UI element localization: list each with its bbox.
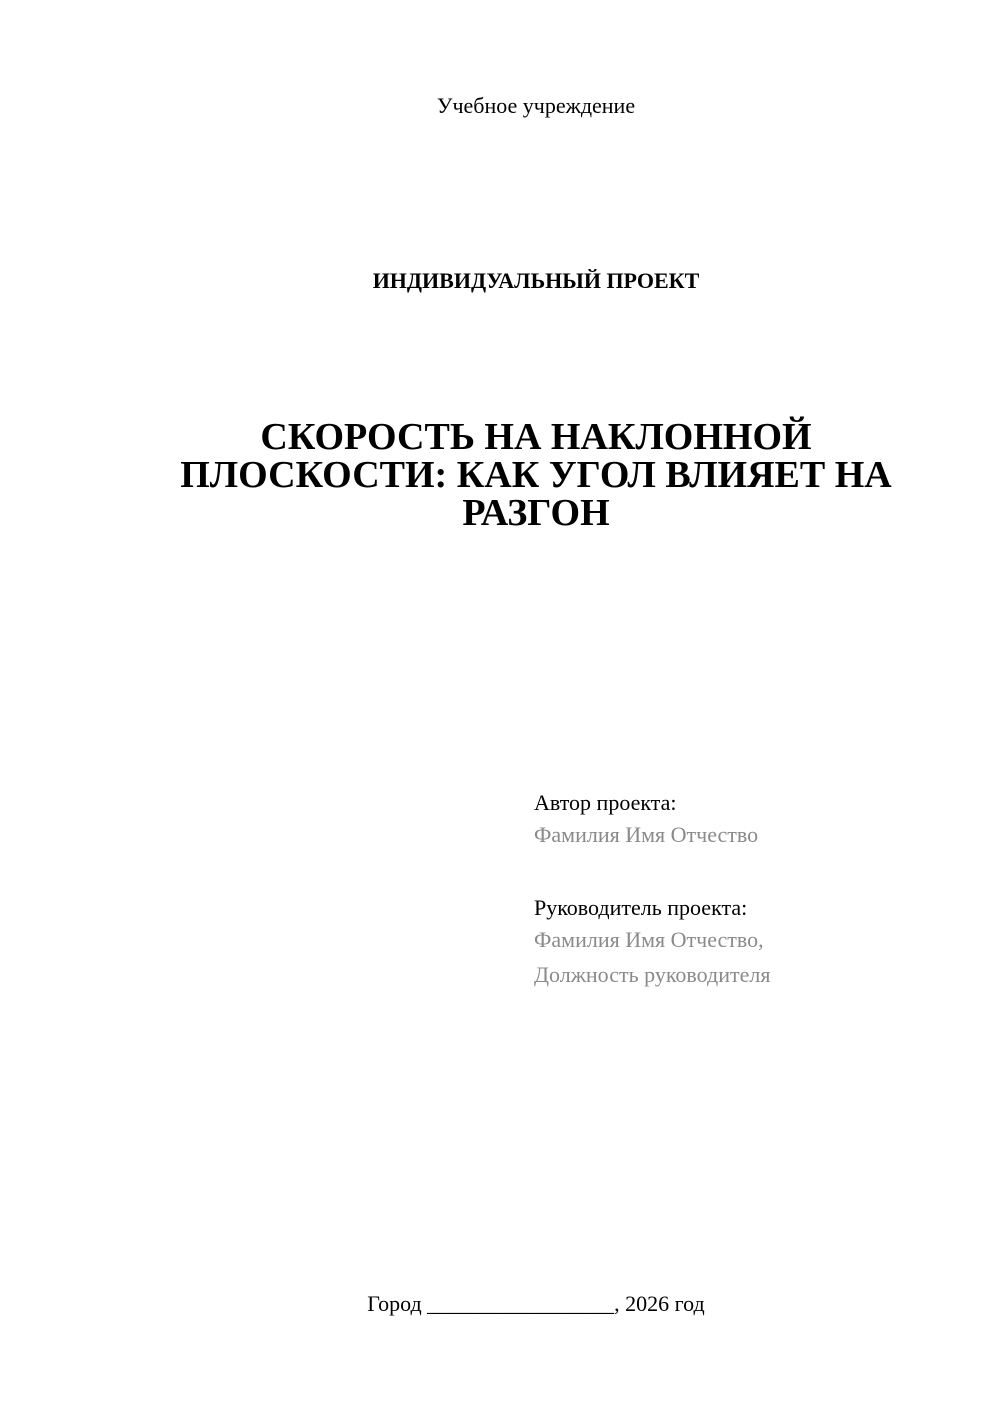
supervisor-block — [534, 894, 974, 992]
supervisor-position-placeholder: Должность руководителя — [534, 962, 771, 987]
author-block — [534, 789, 974, 852]
author-name-placeholder: Фамилия Имя Отчество — [534, 822, 759, 847]
supervisor-name-placeholder: Фамилия Имя Отчество, — [534, 927, 764, 952]
project-title: СКОРОСТЬ НА НАКЛОННОЙ ПЛОСКОСТИ: КАК УГОЛ ВЛИЯЕТ НА РАЗГОН — [180, 416, 892, 534]
project-type-heading: ИНДИВИДУАЛЬНЫЙ ПРОЕКТ — [372, 268, 700, 293]
author-label: Автор проекта: — [534, 790, 677, 815]
city-year-line: Город _________________, 2026 год — [367, 1291, 705, 1316]
institution-name: Учебное учреждение — [436, 93, 636, 118]
supervisor-label: Руководитель проекта: — [534, 895, 748, 920]
